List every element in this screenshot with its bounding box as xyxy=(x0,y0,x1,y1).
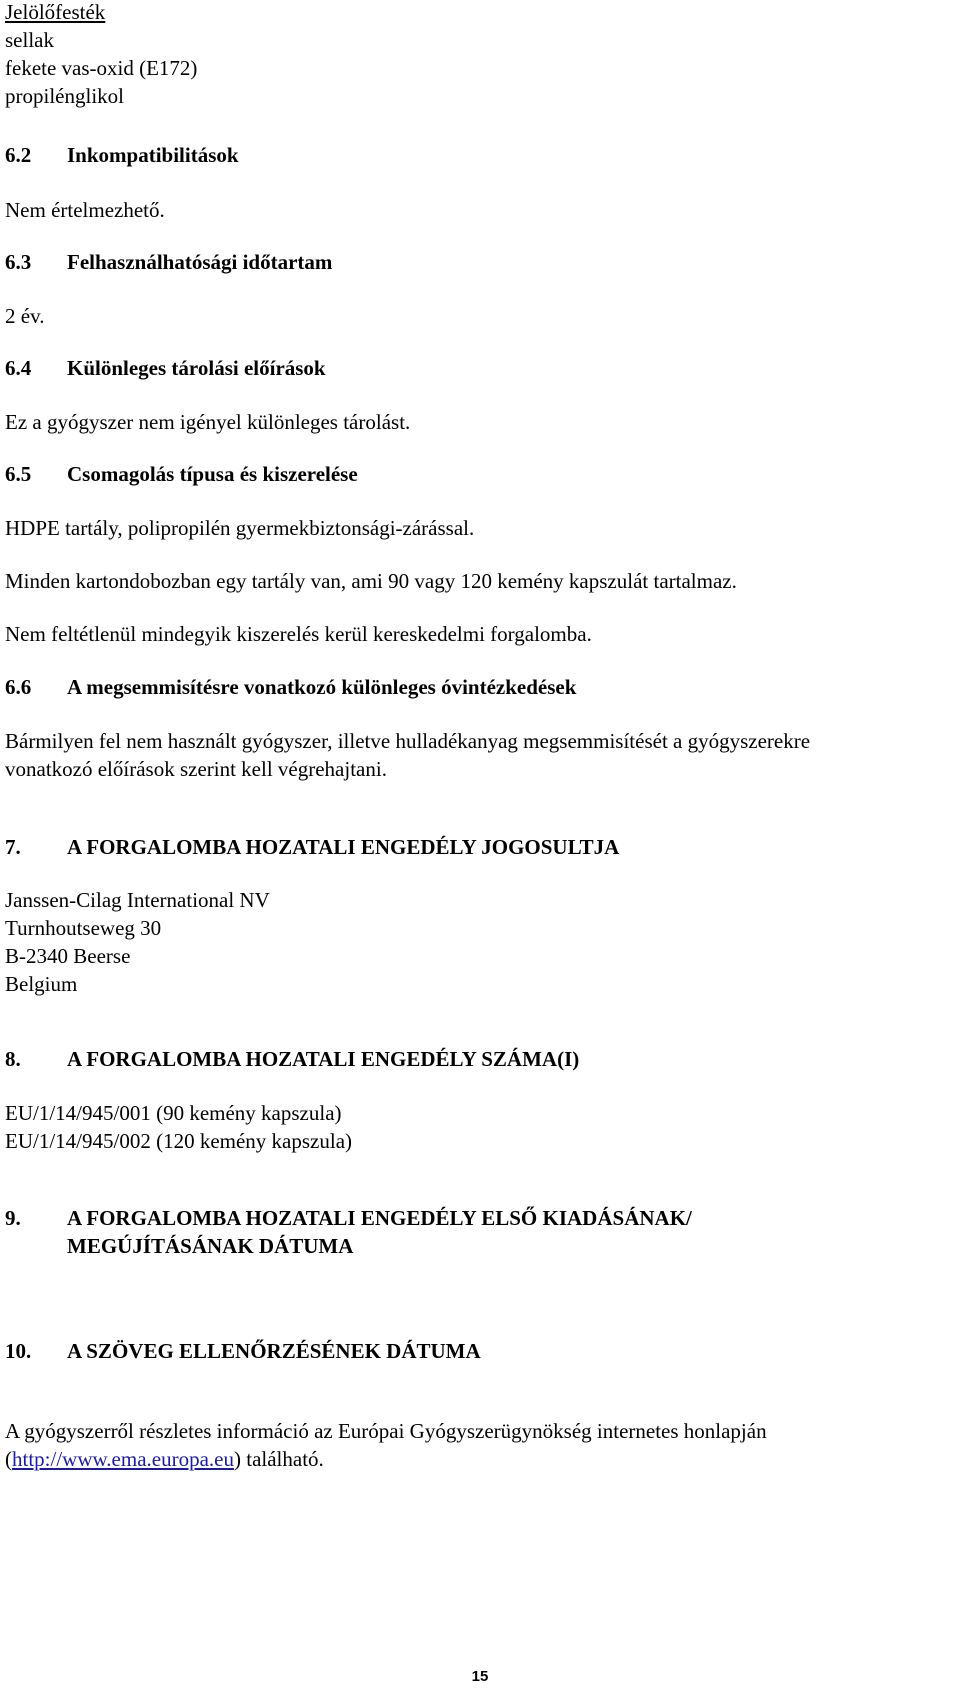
paragraph-line: A gyógyszerről részletes információ az Európai Gyógyszerügynökség internetes honlapján xyxy=(5,1419,767,1443)
address-line: Turnhoutseweg 30 xyxy=(5,916,162,940)
section-9-heading xyxy=(5,1204,692,1260)
excipient-block xyxy=(5,0,197,110)
ema-website-link[interactable]: http://www.ema.europa.eu xyxy=(12,1447,234,1471)
section-title: A SZÖVEG ELLENŐRZÉSÉNEK DÁTUMA xyxy=(67,1339,481,1363)
section-number: 6.4 xyxy=(5,356,32,380)
authorisation-number: EU/1/14/945/001 (90 kemény kapszula) xyxy=(5,1101,342,1125)
section-6-5-paragraph: HDPE tartály, polipropilén gyermekbiztonsági-zárással. xyxy=(5,516,475,540)
authorisation-number: EU/1/14/945/002 (120 kemény kapszula) xyxy=(5,1129,353,1153)
section-title xyxy=(67,1204,692,1260)
section-number: 9. xyxy=(5,1206,21,1230)
section-6-4-heading xyxy=(5,354,326,382)
address-line: Janssen-Cilag International NV xyxy=(5,888,270,912)
open-paren: ( xyxy=(5,1447,12,1471)
section-number: 10. xyxy=(5,1339,32,1363)
section-6-6-heading xyxy=(5,673,576,701)
section-6-6-paragraph xyxy=(5,727,810,783)
address-line: Belgium xyxy=(5,972,78,996)
section-title: A FORGALOMBA HOZATALI ENGEDÉLY SZÁMA(I) xyxy=(67,1047,580,1071)
section-title-line: MEGÚJÍTÁSÁNAK DÁTUMA xyxy=(67,1234,354,1258)
section-8-heading xyxy=(5,1045,579,1073)
section-6-5-paragraph: Nem feltétlenül mindegyik kiszerelés kerül kereskedelmi forgalomba. xyxy=(5,622,592,646)
excipient-heading: Jelölőfesték xyxy=(5,0,106,24)
address-line: B-2340 Beerse xyxy=(5,944,131,968)
section-6-3-heading xyxy=(5,248,332,276)
section-title: A megsemmisítésre vonatkozó különleges óvintézkedések xyxy=(67,675,577,699)
section-title: Inkompatibilitások xyxy=(67,143,239,167)
section-title: Csomagolás típusa és kiszerelése xyxy=(67,462,358,486)
paragraph-line: Bármilyen fel nem használt gyógyszer, illetve hulladékanyag megsemmisítését a gyógyszerekre xyxy=(5,729,811,753)
excipient-item: sellak xyxy=(5,28,54,52)
section-6-3-text: 2 év. xyxy=(5,304,45,328)
section-number: 8. xyxy=(5,1047,21,1071)
section-6-4-text: Ez a gyógyszer nem igényel különleges tárolást. xyxy=(5,410,411,434)
section-number: 6.3 xyxy=(5,250,32,274)
section-number: 6.6 xyxy=(5,675,32,699)
section-title: A FORGALOMBA HOZATALI ENGEDÉLY JOGOSULTJA xyxy=(67,835,620,859)
section-title: Felhasználhatósági időtartam xyxy=(67,250,333,274)
closing-text: ) található. xyxy=(234,1447,324,1471)
section-number: 7. xyxy=(5,835,21,859)
excipient-item: fekete vas-oxid (E172) xyxy=(5,56,198,80)
holder-address xyxy=(5,886,270,998)
section-number: 6.5 xyxy=(5,462,32,486)
section-title: Különleges tárolási előírások xyxy=(67,356,326,380)
section-number: 6.2 xyxy=(5,143,32,167)
section-6-2-heading xyxy=(5,141,239,169)
excipient-item: propilénglikol xyxy=(5,84,124,108)
section-10-paragraph xyxy=(5,1417,767,1473)
section-10-heading xyxy=(5,1337,481,1365)
section-6-5-heading xyxy=(5,460,358,488)
paragraph-line xyxy=(5,1445,767,1473)
section-7-heading xyxy=(5,833,619,861)
paragraph-line: vonatkozó előírások szerint kell végrehajtani. xyxy=(5,757,387,781)
section-6-2-text: Nem értelmezhető. xyxy=(5,198,165,222)
page-number: 15 xyxy=(471,1668,489,1685)
section-title-line: A FORGALOMBA HOZATALI ENGEDÉLY ELSŐ KIADÁSÁNAK/ xyxy=(67,1206,692,1230)
authorisation-numbers xyxy=(5,1099,352,1155)
section-6-5-paragraph: Minden kartondobozban egy tartály van, ami 90 vagy 120 kemény kapszulát tartalmaz. xyxy=(5,569,737,593)
